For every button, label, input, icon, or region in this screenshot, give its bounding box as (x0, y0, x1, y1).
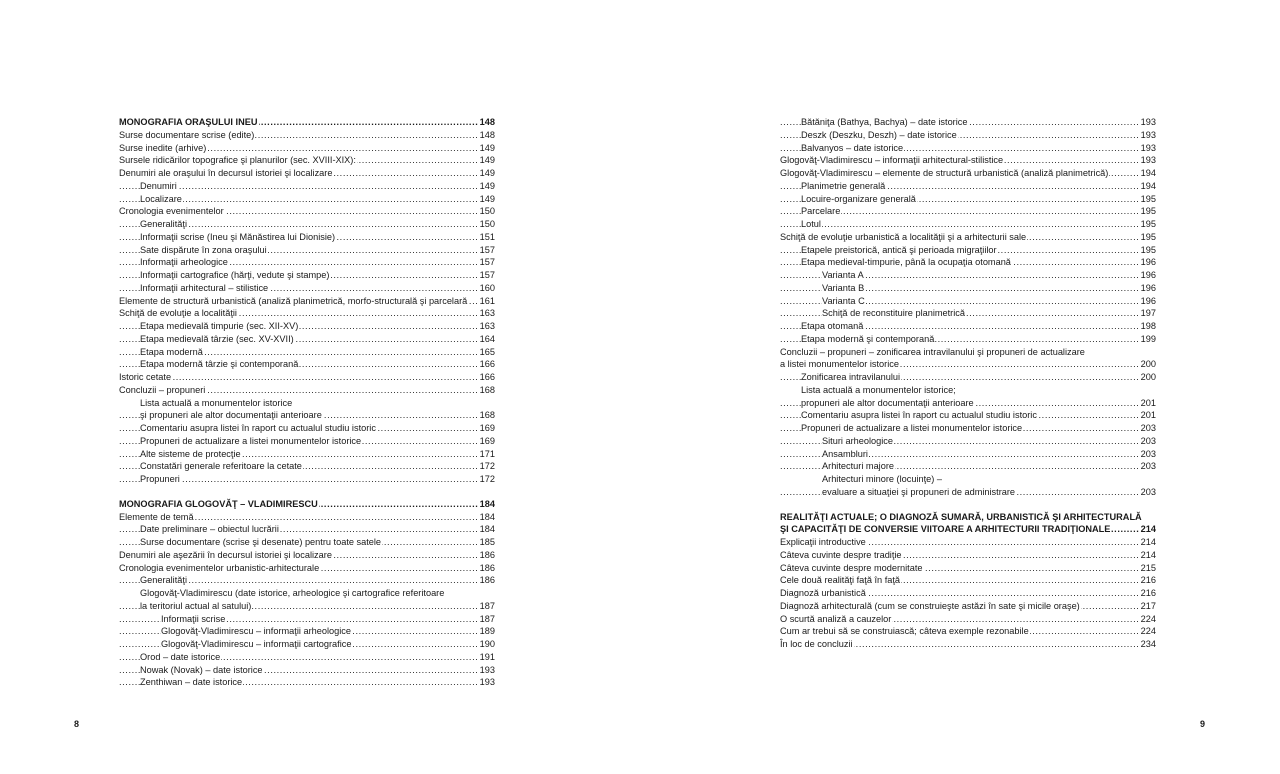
toc-entry-title: Etapa modernă şi contemporană (801, 333, 935, 344)
toc-entry-title: Etapa medievală târzie (sec. XV-XVII) (140, 333, 294, 344)
toc-entry-page: 150 (479, 219, 495, 229)
toc-entry-title: Etapa otomană (801, 321, 864, 331)
toc-entry (780, 167, 1156, 180)
toc-entry-page: 191 (479, 651, 495, 662)
toc-entry-page: 184 (479, 498, 495, 509)
toc-entry-title: Surse inedite (arhive) (119, 142, 207, 153)
toc-entry-title: Planimetrie generală (801, 180, 886, 191)
toc-entry-title: ŞI CAPACITĂŢI DE CONVERSIE VIITOARE A ARHITECTURII TRADIŢIONALE (780, 524, 1111, 535)
toc-entry-title: Elemente de structură urbanistică (analiză planimetrică, morfo-structurală şi parcelară (119, 295, 468, 306)
toc-entry-title: propuneri ale altor documentaţii anterioare (801, 397, 974, 408)
toc-entry (119, 244, 495, 257)
toc-entry-page: 195 (1140, 206, 1156, 217)
toc-entry (780, 371, 1156, 384)
toc-entry (119, 587, 495, 600)
toc-entry-title: Informaţii scrise (Ineu şi Mănăstirea lui Dionisie) (140, 231, 336, 242)
toc-entry-title: Glogovăţ-Vladimirescu – informaţii arheologice (161, 626, 351, 637)
toc-entry-title: Varianta C (822, 295, 865, 306)
toc-entry (780, 282, 1156, 295)
toc-entry (780, 486, 1156, 499)
toc-entry (119, 320, 495, 333)
toc-entry (119, 562, 495, 575)
toc-entry-title: Câteva cuvinte despre modernitate (780, 562, 923, 573)
toc-entry-title: MONOGRAFIA GLOGOVĂŢ – VLADIMIRESCU (119, 498, 318, 509)
toc-entry (119, 193, 495, 206)
toc-entry-page: 193 (479, 664, 495, 675)
toc-entry (119, 346, 495, 359)
toc-entry-page: 200 (1140, 359, 1156, 370)
toc-entry-title: Propuneri (140, 474, 180, 484)
toc-entry-title: Concluzii – propuneri (119, 384, 206, 395)
toc-entry-page: 184 (479, 511, 495, 522)
toc-entry (780, 256, 1156, 269)
toc-entry-page: 187 (479, 613, 495, 624)
toc-entry (780, 587, 1156, 600)
toc-entry (780, 422, 1156, 435)
toc-entry-title: Propuneri de actualizare a listei monumentelor istorice (801, 423, 1023, 433)
toc-entry-title: Denumiri ale aşezării în decursul istoriei şi localizare (119, 549, 332, 560)
toc-entry-page: 151 (479, 231, 495, 242)
toc-entry (119, 574, 495, 587)
toc-entry-page: 195 (1140, 219, 1156, 229)
toc-right-column (780, 116, 1156, 651)
toc-entry-title: Etapa modernă târzie şi contemporană (140, 359, 299, 370)
toc-entry (780, 269, 1156, 282)
toc-entry-page: 217 (1140, 600, 1156, 611)
toc-entry-page: 197 (1140, 308, 1156, 319)
toc-entry (780, 358, 1156, 371)
toc-entry-page: 166 (479, 359, 495, 370)
toc-entry (119, 448, 495, 461)
toc-entry-title: Locuire-organizare generală (801, 193, 916, 204)
toc-entry-title: Bătăniţa (Bathya, Bachya) – date istorice (801, 117, 968, 127)
toc-entry (119, 600, 495, 613)
toc-entry (119, 142, 495, 155)
toc-entry-title: Glogovăţ-Vladimirescu – informaţii cartografice (161, 639, 352, 649)
toc-entry (780, 562, 1156, 575)
toc-entry-page: 163 (479, 308, 495, 319)
toc-entry-page: 216 (1140, 575, 1156, 586)
toc-entry-page: 193 (1140, 117, 1156, 127)
toc-entry-title: Orod – date istorice (140, 651, 221, 662)
toc-entry-title: Arhitecturi majore (822, 461, 894, 472)
toc-entry-title: Concluzii – propuneri – zonificarea intravilanului şi propuneri de actualizare (780, 346, 1085, 357)
toc-entry-page: 185 (479, 537, 495, 547)
toc-entry (780, 218, 1156, 231)
toc-entry-title: la teritoriul actual al satului) (140, 600, 252, 611)
toc-entry (119, 664, 495, 677)
toc-entry-title: Nowak (Novak) – date istorice (140, 664, 263, 675)
toc-entry-page: 190 (479, 639, 495, 649)
toc-entry-page: 172 (479, 461, 495, 472)
toc-entry (119, 282, 495, 295)
toc-entry-title: Glogovăţ-Vladimirescu – informaţii arhitectural-stilistice (780, 155, 1004, 166)
toc-entry-page: 149 (479, 142, 495, 153)
toc-entry-page: 234 (1140, 639, 1156, 649)
toc-entry (780, 333, 1156, 346)
toc-entry-page: 193 (479, 677, 495, 688)
toc-entry-title: În loc de concluzii (780, 639, 853, 649)
toc-entry (119, 409, 495, 422)
toc-entry (780, 129, 1156, 142)
toc-entry-page: 203 (1140, 461, 1156, 472)
toc-entry-page: 224 (1140, 613, 1156, 624)
toc-entry-title: Constatări generale referitoare la cetate (140, 461, 302, 472)
toc-entry-page: 194 (1140, 168, 1156, 178)
toc-entry-title: Etapele preistorică, antică şi perioada migraţiilor (801, 244, 997, 255)
toc-entry-title: Schiţă de reconstituire planimetrică (822, 308, 965, 319)
toc-entry-title: Lista actuală a monumentelor istorice (140, 397, 293, 408)
toc-entry (780, 409, 1156, 422)
toc-entry (119, 384, 495, 397)
toc-entry-page: 171 (479, 448, 495, 459)
toc-entry-page: 169 (479, 423, 495, 433)
toc-entry (780, 473, 1156, 486)
toc-entry (119, 549, 495, 562)
toc-entry-title: Denumiri (140, 180, 177, 191)
toc-entry-page: 193 (1140, 155, 1156, 166)
toc-entry-page: 203 (1140, 435, 1156, 446)
toc-entry-page: 203 (1140, 486, 1156, 497)
toc-entry-title: şi propuneri ale altor documentaţii anterioare (140, 410, 322, 421)
toc-entry-title: Diagnoză arhitecturală (cum se construieşte astăzi în sate şi micile oraşe) (780, 600, 1080, 611)
toc-entry-title: Etapa medieval-timpurie, până la ocupaţia otomană (801, 257, 1011, 268)
toc-entry-title: Glogovăţ-Vladimirescu – elemente de structură urbanistică (analiză planimetrică) (780, 168, 1109, 178)
toc-entry-page: 161 (479, 295, 495, 306)
toc-entry-page: 203 (1140, 448, 1156, 459)
toc-entry-page: 193 (1140, 142, 1156, 153)
toc-entry (119, 371, 495, 384)
toc-entry (780, 625, 1156, 638)
toc-entry (119, 295, 495, 308)
toc-entry-title: Etapa medievală timpurie (sec. XII-XV) (140, 321, 299, 331)
page-number-right: 9 (1200, 719, 1206, 729)
toc-entry (780, 307, 1156, 320)
toc-entry-page: 148 (479, 117, 495, 127)
toc-entry-page: 201 (1140, 397, 1156, 408)
toc-entry-title: Balvanyos – date istorice (801, 142, 904, 153)
toc-entry-page: 157 (479, 257, 495, 268)
toc-entry (780, 448, 1156, 461)
toc-left-column (119, 116, 495, 689)
toc-entry-title: Deszk (Deszku, Deszh) – date istorice (801, 129, 957, 140)
toc-entry-page: 195 (1140, 244, 1156, 255)
toc-entry (119, 397, 495, 410)
toc-entry-title: Parcelare (801, 206, 841, 217)
toc-entry-page: 163 (479, 321, 495, 331)
toc-entry (119, 422, 495, 435)
toc-entry (780, 295, 1156, 308)
toc-entry (119, 129, 495, 142)
toc-entry-title: Informaţii cartografice (hărţi, vedute şi stampe) (140, 270, 330, 280)
toc-entry-page: 186 (479, 575, 495, 586)
toc-entry-title: Situri arheologice (822, 435, 893, 446)
toc-entry-title: Schiţă de evoluţie a localităţii (119, 308, 237, 319)
toc-entry (119, 511, 495, 524)
toc-entry-title: Informaţii scrise (161, 613, 226, 624)
toc-entry-title: Surse documentare (scrise şi desenate) pentru toate satele (140, 537, 382, 547)
toc-entry (780, 435, 1156, 448)
toc-entry-page: 168 (479, 410, 495, 421)
toc-entry-title: Denumiri ale oraşului în decursul istoriei şi localizare (119, 168, 333, 178)
toc-entry-title: Generalităţi (140, 219, 187, 229)
toc-entry-title: Explicaţii introductive (780, 537, 866, 547)
toc-entry-page: 203 (1140, 423, 1156, 433)
toc-entry-page: 199 (1140, 333, 1156, 344)
toc-entry (119, 651, 495, 664)
toc-entry (119, 536, 495, 549)
toc-entry (119, 498, 495, 511)
toc-entry-title: Etapa modernă (140, 346, 203, 357)
toc-entry (119, 307, 495, 320)
toc-entry-page: 166 (479, 372, 495, 382)
toc-entry-page: 215 (1140, 562, 1156, 573)
toc-entry-page: 165 (479, 346, 495, 357)
toc-entry (119, 231, 495, 244)
toc-entry (780, 193, 1156, 206)
toc-entry-page: 149 (479, 180, 495, 191)
toc-entry (119, 180, 495, 193)
toc-entry (780, 205, 1156, 218)
toc-entry-title: Lotul (801, 219, 821, 229)
toc-entry-title: Comentariu asupra listei în raport cu actualul studiu istoric (140, 423, 376, 433)
toc-entry-title: Elemente de temă (119, 511, 194, 522)
toc-entry-title: Cele două realităţi faţă în faţă (780, 575, 901, 586)
toc-entry (119, 523, 495, 536)
toc-entry-page: 196 (1140, 270, 1156, 280)
toc-entry (119, 460, 495, 473)
toc-entry-page: 214 (1140, 524, 1156, 535)
toc-entry-page: 172 (479, 474, 495, 484)
toc-entry-title: Alte sisteme de protecţie (140, 448, 241, 459)
toc-entry-title: Arhitecturi minore (locuinţe) – (822, 474, 942, 484)
toc-entry (780, 549, 1156, 562)
toc-entry (780, 574, 1156, 587)
toc-entry (780, 613, 1156, 626)
toc-entry-page: 195 (1140, 231, 1156, 242)
toc-entry-title: Cronologia evenimentelor urbanistic-arhitecturale (119, 562, 320, 573)
toc-entry (119, 638, 495, 651)
toc-entry (780, 384, 1156, 397)
toc-entry-page: 186 (479, 549, 495, 560)
toc-entry (119, 256, 495, 269)
toc-entry-page: 150 (479, 206, 495, 217)
toc-entry-page: 186 (479, 562, 495, 573)
toc-entry (119, 676, 495, 689)
toc-entry-page: 169 (479, 435, 495, 446)
toc-entry (119, 473, 495, 486)
toc-entry (780, 116, 1156, 129)
toc-entry-title: Cum ar trebui să se construiască; câteva exemple rezonabile (780, 626, 1029, 637)
toc-entry-title: Sursele ridicărilor topografice şi planurilor (sec. XVIII-XIX): (119, 155, 356, 166)
toc-entry (119, 269, 495, 282)
toc-entry-page: 196 (1140, 295, 1156, 306)
toc-entry-page: 149 (479, 155, 495, 166)
toc-entry (119, 205, 495, 218)
toc-entry-title: REALITĂŢI ACTUALE; O DIAGNOZĂ SUMARĂ, URBANISTICĂ ŞI ARHITECTURALĂ (780, 511, 1142, 522)
toc-entry-page: 196 (1140, 282, 1156, 293)
toc-entry-title: Câteva cuvinte despre tradiţie (780, 549, 902, 560)
toc-entry-page: 198 (1140, 321, 1156, 331)
toc-entry-title: Generalităţi (140, 575, 187, 586)
toc-entry-page: 214 (1140, 549, 1156, 560)
page-number-left: 8 (74, 719, 80, 729)
toc-entry (119, 625, 495, 638)
toc-entry-page: 149 (479, 193, 495, 204)
toc-entry (780, 154, 1156, 167)
toc-entry-title: Diagnoză urbanistică (780, 588, 866, 598)
toc-entry (780, 320, 1156, 333)
toc-entry (780, 523, 1156, 536)
toc-entry-title: Schiţă de evoluţie urbanistică a localităţii şi a arhitecturii sale (780, 231, 1027, 242)
toc-entry-title: evaluare a situaţiei şi propuneri de administrare (822, 486, 1016, 497)
toc-entry (780, 180, 1156, 193)
toc-entry (780, 346, 1156, 359)
toc-entry-title: Informaţii arhitectural – stilistice (140, 282, 269, 293)
toc-entry-page: 157 (479, 244, 495, 255)
toc-entry-page: 216 (1140, 588, 1156, 598)
toc-entry-page: 164 (479, 333, 495, 344)
toc-entry-page: 168 (479, 384, 495, 395)
toc-entry-title: a listei monumentelor istorice (780, 359, 899, 370)
toc-entry (780, 460, 1156, 473)
toc-entry-page: 160 (479, 282, 495, 293)
toc-entry-title: Informaţii arheologice (140, 257, 228, 268)
toc-entry (119, 154, 495, 167)
toc-entry-page: 184 (479, 524, 495, 535)
toc-entry-title: O scurtă analiză a cauzelor (780, 613, 892, 624)
toc-entry-page: 149 (479, 168, 495, 178)
toc-entry-page: 214 (1140, 537, 1156, 547)
toc-entry (780, 244, 1156, 257)
toc-entry-page: 187 (479, 600, 495, 611)
toc-entry-page: 157 (479, 270, 495, 280)
toc-entry-title: Lista actuală a monumentelor istorice; (801, 384, 956, 395)
toc-entry-title: Varianta B (822, 282, 865, 293)
toc-entry (119, 167, 495, 180)
toc-entry-title: Cronologia evenimentelor (119, 206, 224, 217)
toc-entry-page: 201 (1140, 410, 1156, 421)
toc-entry (119, 613, 495, 626)
toc-entry-title: Propuneri de actualizare a listei monumentelor istorice (140, 435, 362, 446)
toc-entry-title: Varianta A (822, 270, 864, 280)
toc-entry-page: 148 (479, 129, 495, 140)
toc-entry (119, 358, 495, 371)
toc-entry-title: Zenthiwan – date istorice (140, 677, 243, 688)
toc-entry-page: 224 (1140, 626, 1156, 637)
toc-entry-page: 193 (1140, 129, 1156, 140)
toc-entry (780, 397, 1156, 410)
toc-entry (780, 231, 1156, 244)
toc-entry (780, 142, 1156, 155)
toc-entry (119, 116, 495, 129)
toc-entry-page: 195 (1140, 193, 1156, 204)
toc-entry-title: Ansambluri (822, 448, 868, 459)
toc-entry-title: Glogovăţ-Vladimirescu (date istorice, arheologice şi cartografice referitoare (140, 588, 445, 598)
toc-entry (780, 536, 1156, 549)
toc-entry (119, 218, 495, 231)
toc-entry (119, 435, 495, 448)
toc-entry-page: 194 (1140, 180, 1156, 191)
toc-entry-title: Comentariu asupra listei în raport cu actualul studiu istoric (801, 410, 1037, 421)
toc-entry (780, 511, 1156, 524)
toc-entry (119, 333, 495, 346)
toc-entry-title: Sate dispărute în zona oraşului (140, 244, 267, 255)
toc-entry (780, 638, 1156, 651)
toc-entry (780, 600, 1156, 613)
toc-entry-title: Date preliminare – obiectul lucrării (140, 524, 279, 535)
toc-entry-title: Istoric cetate (119, 372, 172, 382)
toc-entry-title: Surse documentare scrise (edite) (119, 129, 255, 140)
toc-entry-page: 189 (479, 626, 495, 637)
toc-entry-title: Localizare (140, 193, 182, 204)
toc-entry-page: 200 (1140, 372, 1156, 382)
toc-entry-title: MONOGRAFIA ORAŞULUI INEU (119, 117, 258, 127)
toc-entry-title: Zonificarea intravilanului (801, 372, 901, 382)
toc-entry-page: 196 (1140, 257, 1156, 268)
